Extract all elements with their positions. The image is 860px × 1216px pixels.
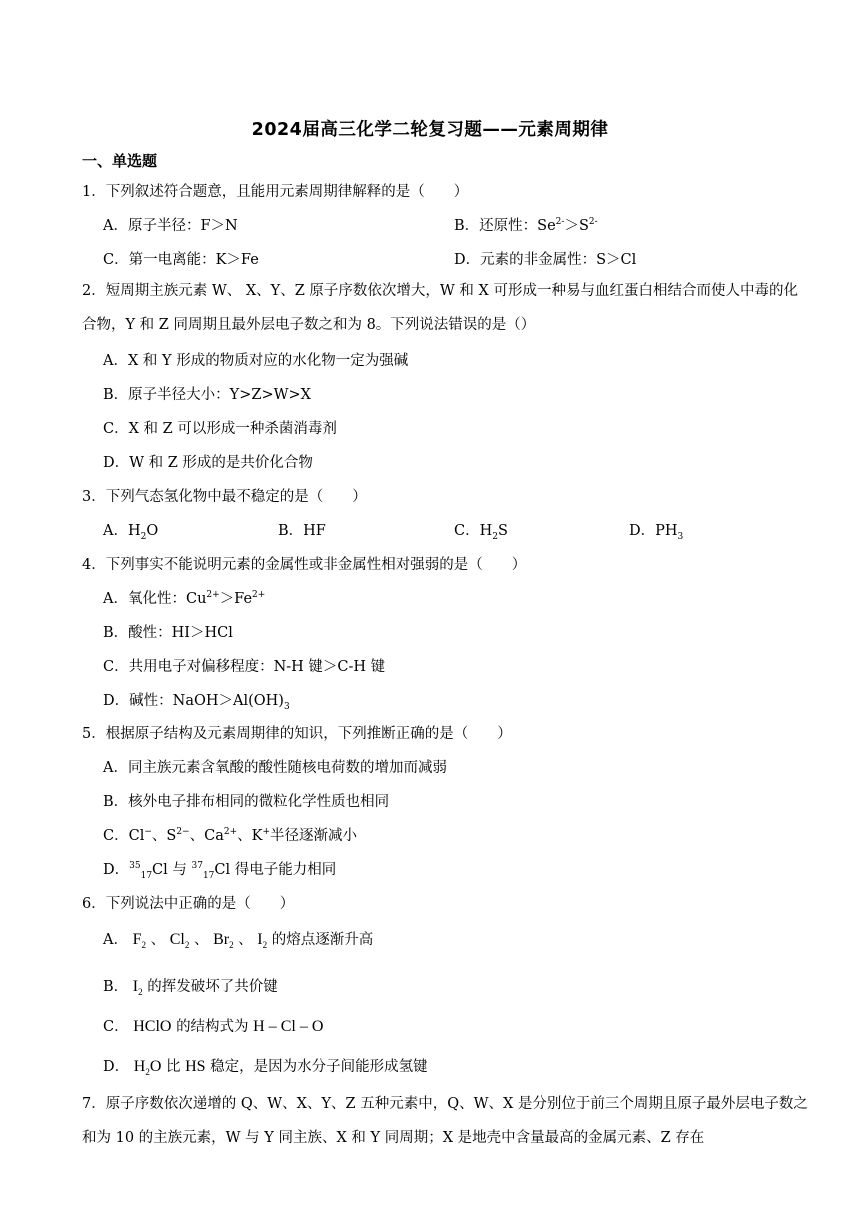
question-3-stem: 3．下列气态氢化物中最不稳定的是（ ）: [82, 489, 367, 505]
question-3-option-d: D．$PH_3$: [629, 523, 684, 542]
question-4-option-b: B．酸性：HI＞HCl: [103, 625, 233, 641]
question-5-option-d: D．$^{35}_{17}$Cl 与 $^{37}_{17}$Cl 得电子能力相同: [103, 861, 337, 881]
question-2-option-a: A．X 和 Y 形成的物质对应的水化物一定为强碱: [103, 353, 409, 369]
question-2-option-c: C．X 和 Z 可以形成一种杀菌消毒剂: [103, 421, 337, 437]
question-4-option-d: D．碱性：$NaOH>Al(OH)_3$: [103, 693, 290, 712]
question-1-option-d: D．元素的非金属性：S＞Cl: [454, 252, 637, 268]
question-1-option-c: C．第一电离能：K＞Fe: [103, 252, 259, 268]
question-3-option-a: A．$H_2O$: [103, 523, 159, 542]
question-5-stem: 5．根据原子结构及元素周期律的知识，下列推断正确的是（ ）: [82, 726, 512, 742]
question-3-option-c: C．$H_2S$: [454, 523, 508, 542]
question-6-option-b: B． $I_2$ 的挥发破坏了共价键: [103, 978, 278, 998]
question-2-option-d: D．W 和 Z 形成的是共价化合物: [103, 455, 313, 471]
question-7-stem: 7．原子序数依次递增的 Q、W、X、Y、Z 五种元素中，Q、W、X 是分别位于前三个周期且原子最外层电子数之和为 10 的主族元素，W 与 Y 同主族、X 和 Y 同周期；X 是地壳中含量最高的金属元素、Z 存在: [82, 1096, 808, 1146]
question-5-option-b: B．核外电子排布相同的微粒化学性质也相同: [103, 794, 390, 810]
question-2-stem: 2．短周期主族元素 W、 X、Y、Z 原子序数依次增大，W 和 X 可形成一种易与血红蛋白相结合而使人中毒的化合物，Y 和 Z 同周期且最外层电子数之和为 8。下列说法错误的是（）: [82, 283, 798, 333]
question-4-option-c: C．共用电子对偏移程度：N-H 键＞C-H 键: [103, 659, 386, 675]
question-6-option-a: A． $F_2$ 、 $Cl_2$ 、 $Br_2$ 、 $I_2$ 的熔点逐渐升高: [103, 931, 374, 951]
question-6-option-c: C． HClO 的结构式为 H – Cl – O: [103, 1018, 324, 1035]
question-6-stem: 6．下列说法中正确的是（ ）: [82, 896, 295, 912]
question-1-option-b: B．还原性：$Se^{2-}>S^{2-}$: [454, 217, 598, 234]
question-2-option-b: B．原子半径大小：Y>Z>W>X: [103, 387, 311, 403]
question-1-stem: 1．下列叙述符合题意，且能用元素周期律解释的是（ ）: [82, 184, 469, 200]
question-4-stem: 4．下列事实不能说明元素的金属性或非金属性相对强弱的是（ ）: [82, 557, 527, 573]
section-heading: 一、单选题: [82, 152, 158, 170]
question-4-option-a: A．氧化性：$Cu^{2+}>Fe^{2+}$: [103, 590, 266, 607]
question-6-option-d: D． $H_2O$ 比 HS 稳定，是因为水分子间能形成氢键: [103, 1058, 428, 1078]
question-5-option-c: C．Cl−、$S^{2-}$、$Ca^{2+}$、K+半径逐渐减小: [103, 827, 358, 844]
question-5-option-a: A．同主族元素含氧酸的酸性随核电荷数的增加而减弱: [103, 760, 447, 776]
document-title: 2024届高三化学二轮复习题——元素周期律: [251, 120, 609, 140]
question-3-option-b: B．HF: [278, 523, 326, 539]
question-1-option-a: A．原子半径：F＞N: [103, 218, 238, 234]
